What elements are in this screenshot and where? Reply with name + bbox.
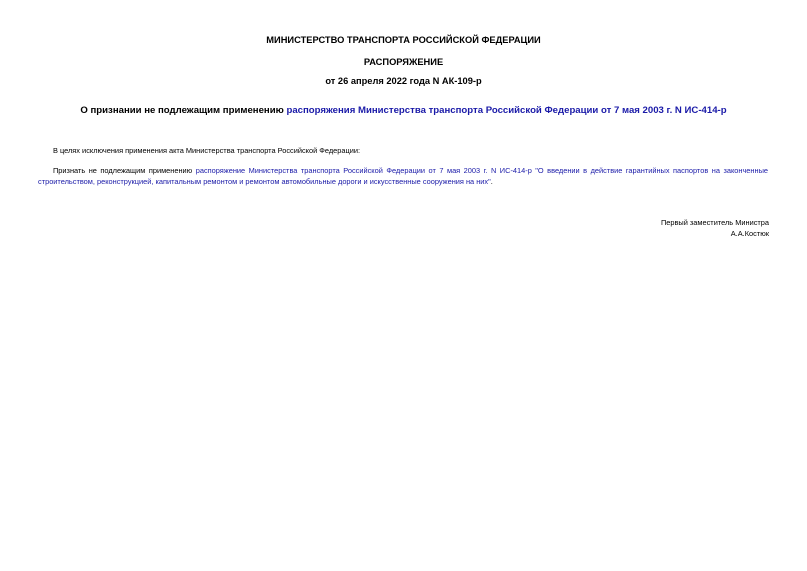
operative-paragraph-suffix: . — [490, 177, 493, 186]
document-date-number: от 26 апреля 2022 года N АК-109-р — [325, 76, 482, 86]
signature-block — [661, 217, 769, 239]
document-type: РАСПОРЯЖЕНИЕ — [363, 57, 444, 67]
operative-paragraph — [38, 165, 768, 187]
signatory-position: Первый заместитель Министра — [660, 218, 769, 227]
operative-paragraph-prefix: Признать не подлежащим применению — [53, 166, 196, 175]
operative-reference-link[interactable]: распоряжение Министерства транспорта Российской Федерации от 7 мая 2003 г. N ИС-414-р "О введении в действие гарантийных паспортов на законченные строительством, реконструкцией, капитальным ремонтом и ремонтом автомобильные дороги и искусственные сооружения на них" — [38, 166, 768, 186]
document-title-prefix: О признании не подлежащим применению — [80, 105, 287, 116]
preamble-paragraph: В целях исключения применения акта Министерства транспорта Российской Федерации: — [53, 146, 361, 155]
document-title — [0, 105, 807, 116]
issuing-organization: МИНИСТЕРСТВО ТРАНСПОРТА РОССИЙСКОЙ ФЕДЕРАЦИИ — [266, 35, 541, 45]
title-reference-link[interactable]: распоряжения Министерства транспорта Российской Федерации от 7 мая 2003 г. N ИС-414-р — [286, 105, 727, 116]
signatory-name: А.А.Костюк — [730, 229, 769, 238]
